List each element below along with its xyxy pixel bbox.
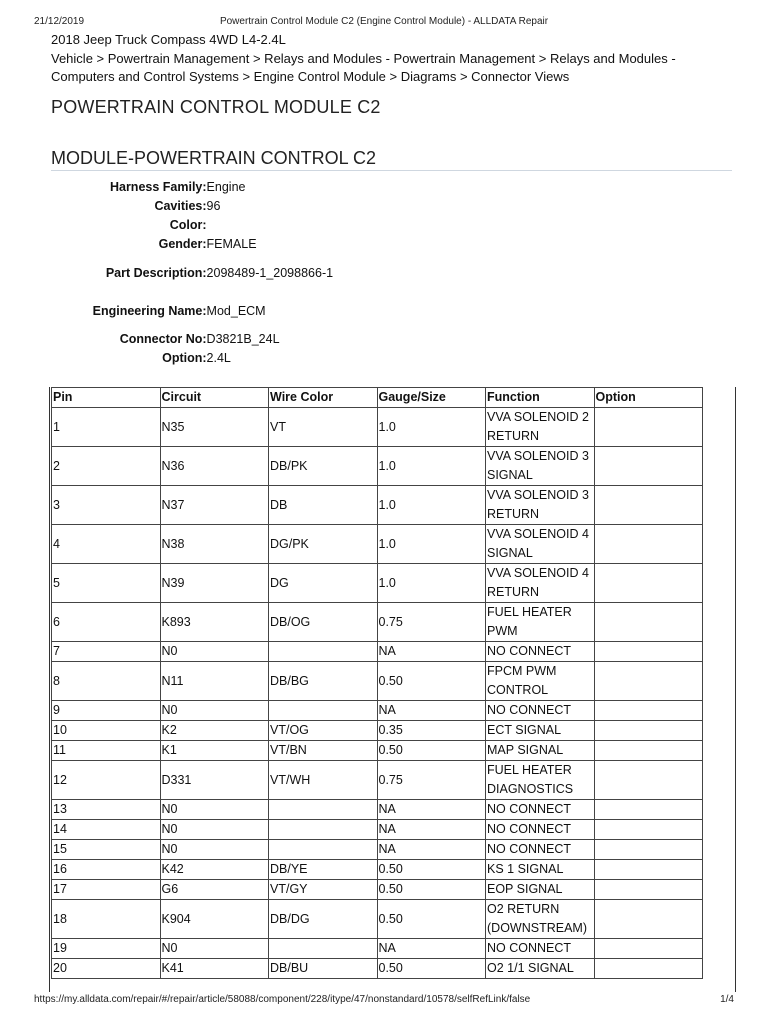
cell-gauge-size: 0.50 — [377, 900, 486, 939]
table-row — [52, 525, 703, 564]
property-label: Harness Family: — [109, 180, 207, 194]
cell-gauge-size: 0.50 — [377, 741, 486, 761]
print-url: https://my.alldata.com/repair/#/repair/article/58088/component/228/itype/47/nonstandard/10578/selfRefLink/false — [34, 994, 531, 1005]
cell-gauge-size: NA — [377, 800, 486, 820]
print-header — [34, 16, 734, 30]
cell-circuit: N0 — [160, 840, 269, 860]
cell-circuit: K904 — [160, 900, 269, 939]
pinout-header-row — [52, 388, 703, 408]
property-row — [51, 197, 351, 216]
property-value: FEMALE — [206, 237, 257, 251]
property-value: Engine — [206, 180, 246, 194]
cell-wire-color — [269, 939, 378, 959]
connector-properties — [51, 178, 351, 368]
cell-circuit: N38 — [160, 525, 269, 564]
cell-circuit: N37 — [160, 486, 269, 525]
table-row — [52, 701, 703, 721]
property-row — [51, 235, 351, 254]
cell-option — [594, 525, 703, 564]
cell-option — [594, 721, 703, 741]
cell-gauge-size: NA — [377, 642, 486, 662]
cell-function: VVA SOLENOID 4 RETURN — [486, 564, 595, 603]
cell-gauge-size: 1.0 — [377, 447, 486, 486]
cell-wire-color — [269, 840, 378, 860]
cell-wire-color: DG/PK — [269, 525, 378, 564]
cell-gauge-size: 0.50 — [377, 880, 486, 900]
cell-circuit: N0 — [160, 939, 269, 959]
cell-wire-color: VT/OG — [269, 721, 378, 741]
property-value: 2098489-1_2098866-1 — [206, 265, 334, 280]
cell-pin: 9 — [52, 701, 161, 721]
property-label: Part Description: — [105, 265, 207, 280]
cell-wire-color — [269, 642, 378, 662]
table-row — [52, 840, 703, 860]
vehicle-name: 2018 Jeep Truck Compass 4WD L4-2.4L — [51, 32, 286, 47]
cell-gauge-size: 1.0 — [377, 486, 486, 525]
cell-wire-color: DB/DG — [269, 900, 378, 939]
cell-wire-color: VT/BN — [269, 741, 378, 761]
table-row — [52, 880, 703, 900]
table-row — [52, 959, 703, 979]
table-row — [52, 408, 703, 447]
cell-gauge-size: NA — [377, 939, 486, 959]
table-frame-right — [735, 387, 736, 992]
cell-pin: 7 — [52, 642, 161, 662]
cell-wire-color: VT — [269, 408, 378, 447]
table-row — [52, 741, 703, 761]
cell-pin: 14 — [52, 820, 161, 840]
cell-gauge-size: NA — [377, 840, 486, 860]
page-title: POWERTRAIN CONTROL MODULE C2 — [51, 97, 381, 117]
cell-pin: 20 — [52, 959, 161, 979]
cell-option — [594, 820, 703, 840]
cell-function: KS 1 SIGNAL — [486, 860, 595, 880]
cell-gauge-size: 1.0 — [377, 525, 486, 564]
cell-option — [594, 564, 703, 603]
section-divider — [51, 170, 732, 171]
print-document-title: Powertrain Control Module C2 (Engine Control Module) - ALLDATA Repair — [219, 16, 549, 27]
cell-gauge-size: 0.50 — [377, 662, 486, 701]
table-row — [52, 900, 703, 939]
cell-circuit: D331 — [160, 761, 269, 800]
table-row — [52, 939, 703, 959]
property-row — [51, 178, 351, 197]
cell-function: EOP SIGNAL — [486, 880, 595, 900]
cell-function: VVA SOLENOID 2 RETURN — [486, 408, 595, 447]
cell-gauge-size: 0.75 — [377, 603, 486, 642]
cell-circuit: N0 — [160, 800, 269, 820]
cell-gauge-size: 1.0 — [377, 564, 486, 603]
cell-circuit: G6 — [160, 880, 269, 900]
column-header-wire-color: Wire Color — [269, 388, 378, 408]
breadcrumb[interactable]: Vehicle > Powertrain Management > Relays and Modules - Powertrain Management > Relays and Modules - Computers and Control Systems > Engine Control Module > Diagrams > Connector Views — [51, 51, 676, 84]
cell-gauge-size: NA — [377, 701, 486, 721]
cell-wire-color: DB/BG — [269, 662, 378, 701]
cell-circuit: N35 — [160, 408, 269, 447]
page-number: 1/4 — [720, 994, 734, 1005]
table-row — [52, 860, 703, 880]
cell-function: FUEL HEATER DIAGNOSTICS — [486, 761, 595, 800]
table-frame-left — [49, 387, 50, 992]
cell-option — [594, 800, 703, 820]
cell-function: VVA SOLENOID 4 SIGNAL — [486, 525, 595, 564]
cell-circuit: N11 — [160, 662, 269, 701]
cell-wire-color: VT/WH — [269, 761, 378, 800]
column-header-gauge-size: Gauge/Size — [377, 388, 486, 408]
cell-pin: 2 — [52, 447, 161, 486]
print-date: 21/12/2019 — [34, 16, 85, 27]
pinout-table — [51, 387, 703, 979]
cell-pin: 16 — [52, 860, 161, 880]
cell-wire-color: DB — [269, 486, 378, 525]
property-value: D3821B_24L — [206, 332, 280, 346]
column-header-circuit: Circuit — [160, 388, 269, 408]
cell-circuit: N0 — [160, 701, 269, 721]
cell-option — [594, 662, 703, 701]
cell-function: FPCM PWM CONTROL — [486, 662, 595, 701]
property-row — [51, 292, 351, 330]
cell-pin: 12 — [52, 761, 161, 800]
column-header-function: Function — [486, 388, 595, 408]
cell-circuit: K42 — [160, 860, 269, 880]
cell-option — [594, 840, 703, 860]
cell-wire-color — [269, 701, 378, 721]
property-label: Color: — [169, 218, 207, 232]
cell-option — [594, 880, 703, 900]
cell-wire-color: DB/YE — [269, 860, 378, 880]
cell-function: MAP SIGNAL — [486, 741, 595, 761]
property-label: Cavities: — [154, 199, 207, 213]
table-row — [52, 761, 703, 800]
property-value: 2.4L — [206, 351, 231, 365]
cell-option — [594, 959, 703, 979]
property-value — [207, 216, 351, 235]
property-label: Connector No: — [119, 332, 207, 346]
cell-pin: 3 — [52, 486, 161, 525]
property-row — [51, 349, 351, 368]
cell-pin: 13 — [52, 800, 161, 820]
cell-gauge-size: NA — [377, 820, 486, 840]
cell-option — [594, 642, 703, 662]
cell-function: NO CONNECT — [486, 840, 595, 860]
cell-wire-color: DB/OG — [269, 603, 378, 642]
cell-function: VVA SOLENOID 3 RETURN — [486, 486, 595, 525]
property-label: Engineering Name: — [92, 303, 207, 318]
cell-option — [594, 900, 703, 939]
cell-function: NO CONNECT — [486, 701, 595, 721]
cell-pin: 11 — [52, 741, 161, 761]
column-header-pin: Pin — [52, 388, 161, 408]
cell-circuit: K2 — [160, 721, 269, 741]
cell-function: FUEL HEATER PWM — [486, 603, 595, 642]
table-row — [52, 486, 703, 525]
cell-function: NO CONNECT — [486, 800, 595, 820]
property-value: 96 — [206, 199, 221, 213]
cell-circuit: K893 — [160, 603, 269, 642]
cell-pin: 5 — [52, 564, 161, 603]
property-row — [51, 254, 351, 292]
cell-gauge-size: 0.50 — [377, 860, 486, 880]
cell-option — [594, 741, 703, 761]
cell-option — [594, 701, 703, 721]
pinout-rows — [52, 408, 703, 979]
cell-option — [594, 408, 703, 447]
table-row — [52, 642, 703, 662]
table-row — [52, 820, 703, 840]
cell-option — [594, 761, 703, 800]
section-title: MODULE-POWERTRAIN CONTROL C2 — [51, 148, 377, 168]
cell-circuit: K41 — [160, 959, 269, 979]
cell-function: VVA SOLENOID 3 SIGNAL — [486, 447, 595, 486]
cell-function: ECT SIGNAL — [486, 721, 595, 741]
cell-pin: 8 — [52, 662, 161, 701]
cell-function: NO CONNECT — [486, 820, 595, 840]
cell-wire-color: DG — [269, 564, 378, 603]
table-row — [52, 662, 703, 701]
cell-gauge-size: 1.0 — [377, 408, 486, 447]
cell-pin: 1 — [52, 408, 161, 447]
property-label: Gender: — [158, 237, 207, 251]
cell-gauge-size: 0.35 — [377, 721, 486, 741]
cell-function: O2 RETURN (DOWNSTREAM) — [486, 900, 595, 939]
cell-pin: 19 — [52, 939, 161, 959]
cell-circuit: N36 — [160, 447, 269, 486]
cell-wire-color — [269, 820, 378, 840]
cell-pin: 4 — [52, 525, 161, 564]
cell-gauge-size: 0.75 — [377, 761, 486, 800]
cell-pin: 17 — [52, 880, 161, 900]
column-header-option: Option — [594, 388, 703, 408]
cell-option — [594, 939, 703, 959]
cell-option — [594, 486, 703, 525]
cell-option — [594, 603, 703, 642]
property-row — [51, 216, 351, 235]
cell-function: NO CONNECT — [486, 642, 595, 662]
cell-pin: 10 — [52, 721, 161, 741]
cell-circuit: N0 — [160, 642, 269, 662]
cell-circuit: K1 — [160, 741, 269, 761]
cell-wire-color: DB/BU — [269, 959, 378, 979]
property-row — [51, 330, 351, 349]
print-footer — [34, 994, 734, 1008]
cell-wire-color: VT/GY — [269, 880, 378, 900]
cell-function: O2 1/1 SIGNAL — [486, 959, 595, 979]
cell-option — [594, 447, 703, 486]
property-label: Option: — [162, 351, 207, 365]
cell-wire-color — [269, 800, 378, 820]
cell-pin: 18 — [52, 900, 161, 939]
cell-option — [594, 860, 703, 880]
table-row — [52, 447, 703, 486]
cell-wire-color: DB/PK — [269, 447, 378, 486]
table-row — [52, 721, 703, 741]
property-value: Mod_ECM — [206, 303, 266, 318]
cell-pin: 15 — [52, 840, 161, 860]
table-row — [52, 564, 703, 603]
cell-circuit: N0 — [160, 820, 269, 840]
cell-pin: 6 — [52, 603, 161, 642]
cell-gauge-size: 0.50 — [377, 959, 486, 979]
cell-circuit: N39 — [160, 564, 269, 603]
table-row — [52, 603, 703, 642]
table-row — [52, 800, 703, 820]
cell-function: NO CONNECT — [486, 939, 595, 959]
